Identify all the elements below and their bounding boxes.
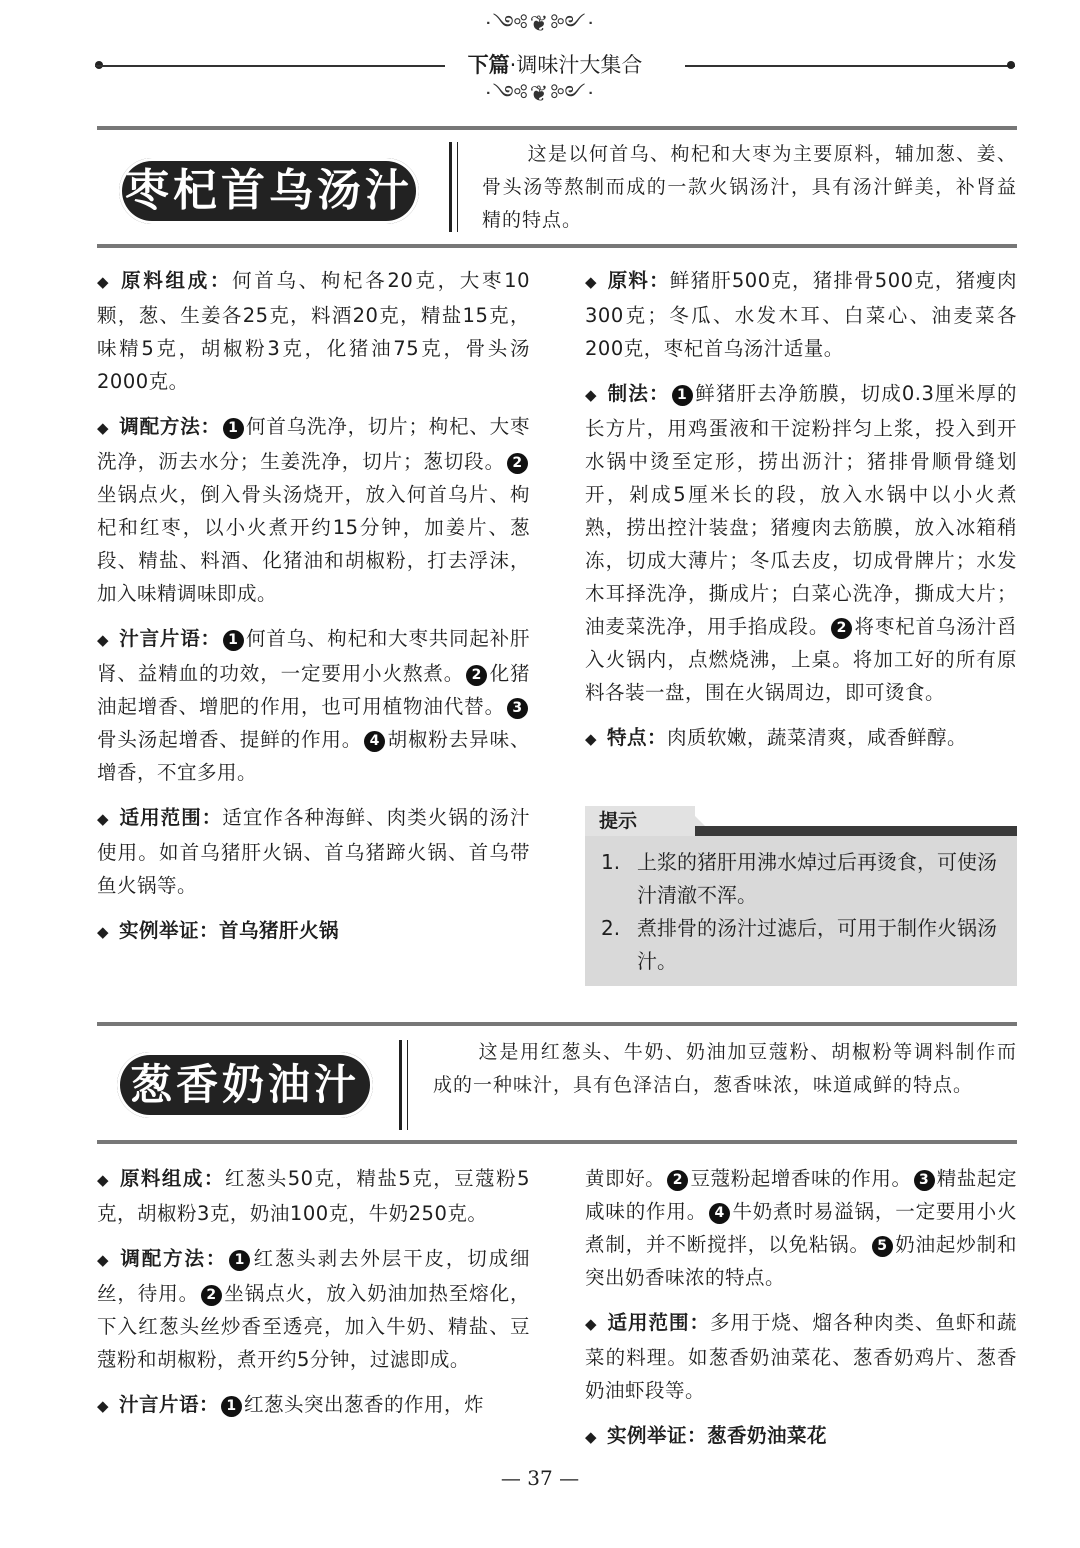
tip-1: 红葱头突出葱香的作用，炸 (244, 1393, 485, 1416)
recipe1-title: 枣杞首乌汤汁 (119, 158, 419, 224)
band-divider-thin (407, 1040, 408, 1130)
recipe1-method (97, 410, 530, 610)
recipe1-intro: 这是以何首乌、枸杞和大枣为主要原料，辅加葱、姜、骨头汤等熬制而成的一款火锅汤汁，具有汤汁鲜美，补肾益精的特点。 (482, 143, 1017, 231)
tip-item-text: 上浆的猪肝用沸水焯过后再烫食，可使汤汁清澈不浑。 (637, 850, 997, 907)
header-part: 下篇 (467, 53, 510, 77)
tip-item-number: 2. (601, 916, 621, 940)
diamond-bullet-icon: ◆ (585, 273, 598, 291)
recipe2-intro: 这是用红葱头、牛奶、奶油加豆蔻粉、胡椒粉等调料制作而成的一种味汁，具有色泽洁白，葱香味浓，味道咸鲜的特点。 (433, 1041, 1017, 1096)
diamond-bullet-icon: ◆ (97, 419, 110, 437)
diamond-bullet-icon: ◆ (585, 386, 598, 404)
step-number-1-icon: 1 (229, 1250, 250, 1271)
page-number: — 37 — (500, 1466, 580, 1490)
running-header (95, 48, 1015, 82)
tip-5: 奶油起炒制和突出奶香味浓的特点。 (585, 1233, 1017, 1289)
header-rule-dot (1007, 61, 1015, 69)
diamond-bullet-icon: ◆ (585, 1428, 598, 1446)
band-rule-top (97, 126, 1017, 130)
recipe1-dish-ingredients (585, 264, 1017, 365)
step-number-1-icon: 1 (223, 630, 244, 651)
recipe2-ingredients (97, 1162, 530, 1230)
recipe2-example (585, 1419, 1017, 1454)
diamond-bullet-icon: ◆ (97, 1251, 110, 1269)
ingredients-text: 红葱头50克，精盐5克，豆蔻粉5克，胡椒粉3克，奶油100克，牛奶250克。 (97, 1167, 530, 1225)
tip-list-item (601, 912, 1003, 978)
tip-4: 胡椒粉去异味、增香，不宜多用。 (97, 728, 530, 784)
header-ornament-bottom: ᐧ༺❦༻ᐧ (484, 82, 596, 107)
diamond-bullet-icon: ◆ (97, 1397, 110, 1415)
ingredients-label: 原料组成： (119, 269, 233, 292)
recipe1-scope (97, 801, 530, 902)
tip-list-item (601, 846, 1003, 912)
recipe1-right-column (585, 264, 1017, 768)
step-number-3-icon: 3 (507, 698, 528, 719)
recipe1-ingredients (97, 264, 530, 398)
band-rule-bottom (97, 244, 1017, 248)
recipe2-left-column (97, 1162, 530, 1435)
example-label: 实例举证： (119, 919, 220, 942)
diamond-bullet-icon: ◆ (97, 923, 110, 941)
tips-label: 汁言片语： (119, 1393, 220, 1416)
scope-text: 适宜作各种海鲜、肉类火锅的汤汁使用。如首乌猪肝火锅、首乌猪蹄火锅、首乌带鱼火锅等。 (97, 806, 530, 897)
dish-method-step-2: 将枣杞首乌汤汁舀入火锅内，点燃烧沸，上桌。将加工好的所有原料各装一盘，围在火锅周边，即可烫食。 (585, 615, 1017, 704)
step-number-4-icon: 4 (364, 731, 385, 752)
ingredients-text: 何首乌、枸杞各20克，大枣10颗，葱、生姜各25克，料酒20克，精盐15克，味精5克，胡椒粉3克，化猪油75克，骨头汤2000克。 (97, 269, 530, 393)
diamond-bullet-icon: ◆ (97, 1171, 110, 1189)
recipe2-scope (585, 1306, 1017, 1407)
diamond-bullet-icon: ◆ (585, 730, 598, 748)
recipe1-dish-feature (585, 721, 1017, 756)
method-step-2: 坐锅点火，放入奶油加热至熔化，下入红葱头丝炒香至透亮，加入牛奶、精盐、豆蔻粉和胡椒粉，煮开约5分钟，过滤即成。 (97, 1282, 530, 1371)
step-number-3-icon: 3 (914, 1170, 935, 1191)
tip-box (585, 806, 1017, 986)
method-label: 调配方法： (119, 1247, 228, 1270)
tip-1: 何首乌、枸杞和大枣共同起补肝肾、益精血的功效，一定要用小火熬煮。 (97, 627, 530, 685)
recipe1-left-column (97, 264, 530, 961)
example-label: 实例举证： (607, 1424, 708, 1447)
diamond-bullet-icon: ◆ (97, 810, 110, 828)
dish-method-step-1: 鲜猪肝去净筋膜，切成0.3厘米厚的长方片，用鸡蛋液和干淀粉拌匀上浆，投入到开水锅中烫至定形，捞出沥汁；猪排骨顺骨缝划开，剁成5厘米长的段，放入水锅中以小火煮熟，捞出控汁装盘；猪瘦肉去筋膜，放入冰箱稍冻，切成大薄片；冬瓜去皮，切成骨牌片；水发木耳择洗净，撕成片；白菜心洗净，撕成大片；油麦菜洗净，用手掐成段。 (585, 382, 1017, 638)
tip-2: 化猪油起增香、增肥的作用，也可用植物油代替。 (97, 662, 530, 718)
example-text: 首乌猪肝火锅 (219, 919, 340, 942)
tip-3: 精盐起定咸味的作用。 (585, 1167, 1017, 1223)
header-separator: · (509, 53, 517, 77)
step-number-2-icon: 2 (831, 618, 852, 639)
recipe2-title: 葱香奶油汁 (117, 1052, 373, 1118)
ingredients-label: 原料组成： (119, 1167, 225, 1190)
diamond-bullet-icon: ◆ (97, 273, 110, 291)
tip-3: 骨头汤起增香、提鲜的作用。 (97, 728, 363, 751)
recipe2-tips-continued (585, 1162, 1017, 1294)
recipe1-tips (97, 622, 530, 789)
dish-ingredients-text: 鲜猪肝500克，猪排骨500克，猪瘦肉300克；冬瓜、水发木耳、白菜心、油麦菜各200克，枣杞首乌汤汁适量。 (585, 269, 1017, 360)
tip-2: 豆蔻粉起增香味的作用。 (690, 1167, 912, 1190)
band-divider-thin (457, 142, 458, 232)
step-number-2-icon: 2 (201, 1285, 222, 1306)
scope-label: 适用范围： (119, 806, 223, 829)
step-number-1-icon: 1 (672, 385, 693, 406)
tip-box-stripe (695, 826, 1017, 836)
tip-list (585, 836, 1017, 978)
recipe1-dish-method (585, 377, 1017, 709)
scope-label: 适用范围： (607, 1311, 710, 1334)
band-divider (449, 142, 452, 232)
recipe2-method (97, 1242, 530, 1376)
tip-box-label: 提示 (585, 806, 695, 836)
method-step-2: 坐锅点火，倒入骨头汤烧开，放入何首乌片、枸杞和红枣，以小火煮开约15分钟，加姜片、葱段、精盐、料酒、化猪油和胡椒粉，打去浮沫，加入味精调味即成。 (97, 483, 530, 605)
scope-text: 多用于烧、熘各种肉类、鱼虾和蔬菜的料理。如葱香奶油菜花、葱香奶鸡片、葱香奶油虾段等。 (585, 1311, 1017, 1402)
recipe2-right-column (585, 1162, 1017, 1466)
feature-text: 肉质软嫩，蔬菜清爽，咸香鲜醇。 (667, 726, 968, 749)
tip-1-continued: 黄即好。 (585, 1167, 666, 1190)
tips-label: 汁言片语： (119, 627, 221, 650)
step-number-2-icon: 2 (466, 665, 487, 686)
step-number-1-icon: 1 (221, 1396, 242, 1417)
recipe1-example (97, 914, 530, 949)
diamond-bullet-icon: ◆ (97, 631, 110, 649)
tip-item-text: 煮排骨的汤汁过滤后，可用于制作火锅汤汁。 (637, 916, 997, 973)
tip-4: 牛奶煮时易溢锅，一定要用小火煮制，并不断搅拌，以免粘锅。 (585, 1200, 1017, 1256)
band-rule-bottom (97, 1140, 1017, 1144)
header-ornament-top: ᐧ༺❦༻ᐧ (484, 12, 596, 37)
recipe1-title-band (97, 126, 1017, 250)
tip-item-number: 1. (601, 850, 621, 874)
band-divider (399, 1040, 402, 1130)
step-number-2-icon: 2 (507, 453, 528, 474)
header-rule-right (685, 65, 1015, 67)
diamond-bullet-icon: ◆ (585, 1315, 598, 1333)
header-book-title: 调味汁大集合 (516, 53, 643, 77)
recipe2-tips (97, 1388, 530, 1423)
tip-box-body (585, 836, 1017, 986)
band-rule-top (97, 1022, 1017, 1026)
step-number-4-icon: 4 (709, 1203, 730, 1224)
dish-method-label: 制法： (607, 382, 670, 405)
example-text: 葱香奶油菜花 (707, 1424, 828, 1447)
method-step-1: 红葱头剥去外层干皮，切成细丝，待用。 (97, 1247, 530, 1305)
method-label: 调配方法： (119, 415, 221, 438)
recipe2-title-band (97, 1022, 1017, 1146)
step-number-5-icon: 5 (872, 1236, 893, 1257)
dish-ingredients-label: 原料： (607, 269, 670, 292)
step-number-1-icon: 1 (223, 418, 244, 439)
method-step-1: 何首乌洗净，切片；枸杞、大枣洗净，沥去水分；生姜洗净，切片；葱切段。 (97, 415, 530, 473)
feature-label: 特点： (607, 726, 668, 749)
step-number-2-icon: 2 (667, 1170, 688, 1191)
